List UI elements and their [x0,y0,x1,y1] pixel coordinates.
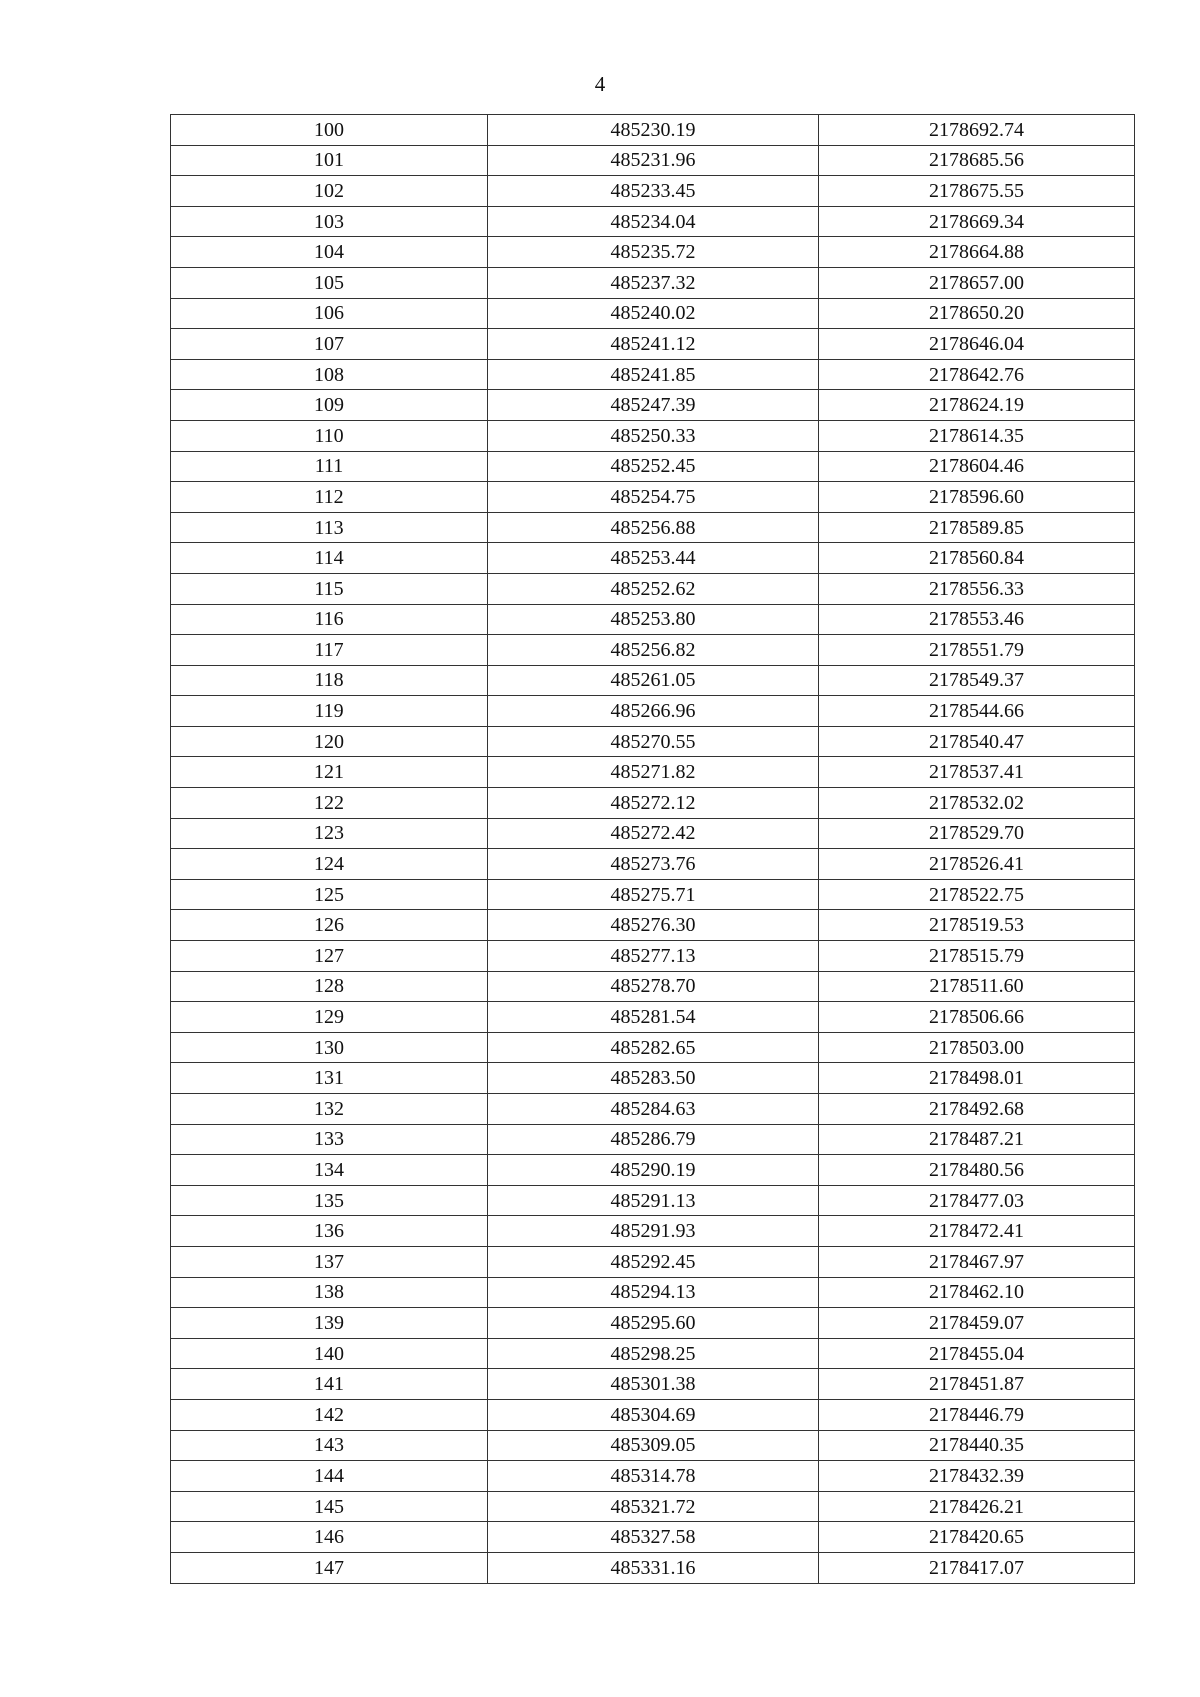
point-number-cell: 123 [171,818,488,849]
page-number: 4 [594,72,606,96]
y-coordinate-cell: 2178614.35 [819,420,1135,451]
x-coordinate-cell: 485261.05 [488,665,819,696]
x-coordinate-cell: 485253.80 [488,604,819,635]
table-row [171,573,1135,604]
table-row [171,1552,1135,1583]
x-coordinate-cell: 485273.76 [488,849,819,880]
point-number-cell: 102 [171,176,488,207]
table-row [171,1461,1135,1492]
table-row [171,604,1135,635]
point-number-cell: 112 [171,482,488,513]
point-number-cell: 111 [171,451,488,482]
y-coordinate-cell: 2178675.55 [819,176,1135,207]
point-number-cell: 122 [171,788,488,819]
x-coordinate-cell: 485327.58 [488,1522,819,1553]
y-coordinate-cell: 2178480.56 [819,1155,1135,1186]
x-coordinate-cell: 485291.93 [488,1216,819,1247]
y-coordinate-cell: 2178657.00 [819,267,1135,298]
table-row [171,1155,1135,1186]
point-number-cell: 103 [171,206,488,237]
x-coordinate-cell: 485298.25 [488,1338,819,1369]
x-coordinate-cell: 485275.71 [488,879,819,910]
y-coordinate-cell: 2178477.03 [819,1185,1135,1216]
x-coordinate-cell: 485254.75 [488,482,819,513]
x-coordinate-cell: 485234.04 [488,206,819,237]
table-row [171,1216,1135,1247]
point-number-cell: 124 [171,849,488,880]
y-coordinate-cell: 2178544.66 [819,696,1135,727]
point-number-cell: 127 [171,941,488,972]
y-coordinate-cell: 2178604.46 [819,451,1135,482]
table-row [171,1277,1135,1308]
x-coordinate-cell: 485277.13 [488,941,819,972]
point-number-cell: 116 [171,604,488,635]
x-coordinate-cell: 485321.72 [488,1491,819,1522]
y-coordinate-cell: 2178692.74 [819,115,1135,146]
table-row [171,818,1135,849]
point-number-cell: 107 [171,329,488,360]
table-row [171,1002,1135,1033]
x-coordinate-cell: 485309.05 [488,1430,819,1461]
table-row [171,176,1135,207]
point-number-cell: 126 [171,910,488,941]
x-coordinate-cell: 485241.12 [488,329,819,360]
x-coordinate-cell: 485252.45 [488,451,819,482]
x-coordinate-cell: 485235.72 [488,237,819,268]
table-row [171,1522,1135,1553]
x-coordinate-cell: 485292.45 [488,1246,819,1277]
y-coordinate-cell: 2178553.46 [819,604,1135,635]
x-coordinate-cell: 485284.63 [488,1094,819,1125]
table-row [171,145,1135,176]
x-coordinate-cell: 485283.50 [488,1063,819,1094]
point-number-cell: 105 [171,267,488,298]
point-number-cell: 109 [171,390,488,421]
table-row [171,665,1135,696]
table-row [171,420,1135,451]
y-coordinate-cell: 2178551.79 [819,635,1135,666]
x-coordinate-cell: 485304.69 [488,1399,819,1430]
y-coordinate-cell: 2178529.70 [819,818,1135,849]
y-coordinate-cell: 2178596.60 [819,482,1135,513]
table-row [171,267,1135,298]
x-coordinate-cell: 485291.13 [488,1185,819,1216]
point-number-cell: 145 [171,1491,488,1522]
table-row [171,543,1135,574]
table-row [171,1399,1135,1430]
table-row [171,941,1135,972]
point-number-cell: 118 [171,665,488,696]
y-coordinate-cell: 2178537.41 [819,757,1135,788]
y-coordinate-cell: 2178420.65 [819,1522,1135,1553]
x-coordinate-cell: 485250.33 [488,420,819,451]
table-row [171,329,1135,360]
x-coordinate-cell: 485276.30 [488,910,819,941]
point-number-cell: 117 [171,635,488,666]
point-number-cell: 142 [171,1399,488,1430]
table-row [171,1032,1135,1063]
point-number-cell: 130 [171,1032,488,1063]
table-row [171,910,1135,941]
point-number-cell: 135 [171,1185,488,1216]
x-coordinate-cell: 485282.65 [488,1032,819,1063]
x-coordinate-cell: 485272.42 [488,818,819,849]
y-coordinate-cell: 2178669.34 [819,206,1135,237]
table-row [171,1338,1135,1369]
table-row [171,1246,1135,1277]
table-row [171,726,1135,757]
y-coordinate-cell: 2178446.79 [819,1399,1135,1430]
y-coordinate-cell: 2178650.20 [819,298,1135,329]
point-number-cell: 134 [171,1155,488,1186]
y-coordinate-cell: 2178432.39 [819,1461,1135,1492]
y-coordinate-cell: 2178642.76 [819,359,1135,390]
y-coordinate-cell: 2178511.60 [819,971,1135,1002]
y-coordinate-cell: 2178472.41 [819,1216,1135,1247]
point-number-cell: 110 [171,420,488,451]
table-row [171,237,1135,268]
x-coordinate-cell: 485331.16 [488,1552,819,1583]
y-coordinate-cell: 2178487.21 [819,1124,1135,1155]
table-row [171,757,1135,788]
table-row [171,788,1135,819]
point-number-cell: 141 [171,1369,488,1400]
point-number-cell: 104 [171,237,488,268]
point-number-cell: 106 [171,298,488,329]
table-row [171,359,1135,390]
point-number-cell: 108 [171,359,488,390]
point-number-cell: 132 [171,1094,488,1125]
table-row [171,1063,1135,1094]
point-number-cell: 147 [171,1552,488,1583]
point-number-cell: 119 [171,696,488,727]
point-number-cell: 113 [171,512,488,543]
point-number-cell: 121 [171,757,488,788]
point-number-cell: 100 [171,115,488,146]
y-coordinate-cell: 2178503.00 [819,1032,1135,1063]
x-coordinate-cell: 485286.79 [488,1124,819,1155]
y-coordinate-cell: 2178549.37 [819,665,1135,696]
x-coordinate-cell: 485233.45 [488,176,819,207]
point-number-cell: 120 [171,726,488,757]
point-number-cell: 146 [171,1522,488,1553]
x-coordinate-cell: 485230.19 [488,115,819,146]
y-coordinate-cell: 2178451.87 [819,1369,1135,1400]
y-coordinate-cell: 2178467.97 [819,1246,1135,1277]
y-coordinate-cell: 2178589.85 [819,512,1135,543]
y-coordinate-cell: 2178532.02 [819,788,1135,819]
x-coordinate-cell: 485241.85 [488,359,819,390]
y-coordinate-cell: 2178498.01 [819,1063,1135,1094]
table-row [171,482,1135,513]
x-coordinate-cell: 485281.54 [488,1002,819,1033]
table-row [171,1185,1135,1216]
x-coordinate-cell: 485294.13 [488,1277,819,1308]
table-row [171,451,1135,482]
point-number-cell: 128 [171,971,488,1002]
x-coordinate-cell: 485270.55 [488,726,819,757]
y-coordinate-cell: 2178540.47 [819,726,1135,757]
table-row [171,696,1135,727]
y-coordinate-cell: 2178440.35 [819,1430,1135,1461]
table-row [171,1124,1135,1155]
point-number-cell: 136 [171,1216,488,1247]
point-number-cell: 138 [171,1277,488,1308]
y-coordinate-cell: 2178560.84 [819,543,1135,574]
table-row [171,849,1135,880]
table-row [171,206,1135,237]
y-coordinate-cell: 2178459.07 [819,1308,1135,1339]
point-number-cell: 125 [171,879,488,910]
x-coordinate-cell: 485253.44 [488,543,819,574]
table-row [171,971,1135,1002]
point-number-cell: 114 [171,543,488,574]
y-coordinate-cell: 2178519.53 [819,910,1135,941]
table-row [171,1491,1135,1522]
y-coordinate-cell: 2178417.07 [819,1552,1135,1583]
table-row [171,1369,1135,1400]
x-coordinate-cell: 485278.70 [488,971,819,1002]
x-coordinate-cell: 485256.88 [488,512,819,543]
x-coordinate-cell: 485314.78 [488,1461,819,1492]
table-row [171,635,1135,666]
point-number-cell: 133 [171,1124,488,1155]
table-row [171,879,1135,910]
point-number-cell: 137 [171,1246,488,1277]
point-number-cell: 131 [171,1063,488,1094]
y-coordinate-cell: 2178462.10 [819,1277,1135,1308]
point-number-cell: 101 [171,145,488,176]
table-row [171,390,1135,421]
y-coordinate-cell: 2178646.04 [819,329,1135,360]
table-row [171,512,1135,543]
y-coordinate-cell: 2178426.21 [819,1491,1135,1522]
y-coordinate-cell: 2178685.56 [819,145,1135,176]
x-coordinate-cell: 485231.96 [488,145,819,176]
x-coordinate-cell: 485295.60 [488,1308,819,1339]
x-coordinate-cell: 485252.62 [488,573,819,604]
point-number-cell: 115 [171,573,488,604]
x-coordinate-cell: 485266.96 [488,696,819,727]
y-coordinate-cell: 2178455.04 [819,1338,1135,1369]
point-number-cell: 140 [171,1338,488,1369]
y-coordinate-cell: 2178526.41 [819,849,1135,880]
x-coordinate-cell: 485247.39 [488,390,819,421]
y-coordinate-cell: 2178624.19 [819,390,1135,421]
x-coordinate-cell: 485240.02 [488,298,819,329]
point-number-cell: 139 [171,1308,488,1339]
x-coordinate-cell: 485290.19 [488,1155,819,1186]
x-coordinate-cell: 485271.82 [488,757,819,788]
coordinates-table [170,114,1135,1584]
y-coordinate-cell: 2178506.66 [819,1002,1135,1033]
x-coordinate-cell: 485272.12 [488,788,819,819]
table-row [171,1094,1135,1125]
x-coordinate-cell: 485301.38 [488,1369,819,1400]
table-body [171,115,1135,1584]
y-coordinate-cell: 2178492.68 [819,1094,1135,1125]
table-row [171,1430,1135,1461]
table-row [171,1308,1135,1339]
point-number-cell: 129 [171,1002,488,1033]
table-row [171,115,1135,146]
point-number-cell: 144 [171,1461,488,1492]
y-coordinate-cell: 2178522.75 [819,879,1135,910]
x-coordinate-cell: 485237.32 [488,267,819,298]
y-coordinate-cell: 2178515.79 [819,941,1135,972]
table-row [171,298,1135,329]
point-number-cell: 143 [171,1430,488,1461]
y-coordinate-cell: 2178556.33 [819,573,1135,604]
x-coordinate-cell: 485256.82 [488,635,819,666]
y-coordinate-cell: 2178664.88 [819,237,1135,268]
